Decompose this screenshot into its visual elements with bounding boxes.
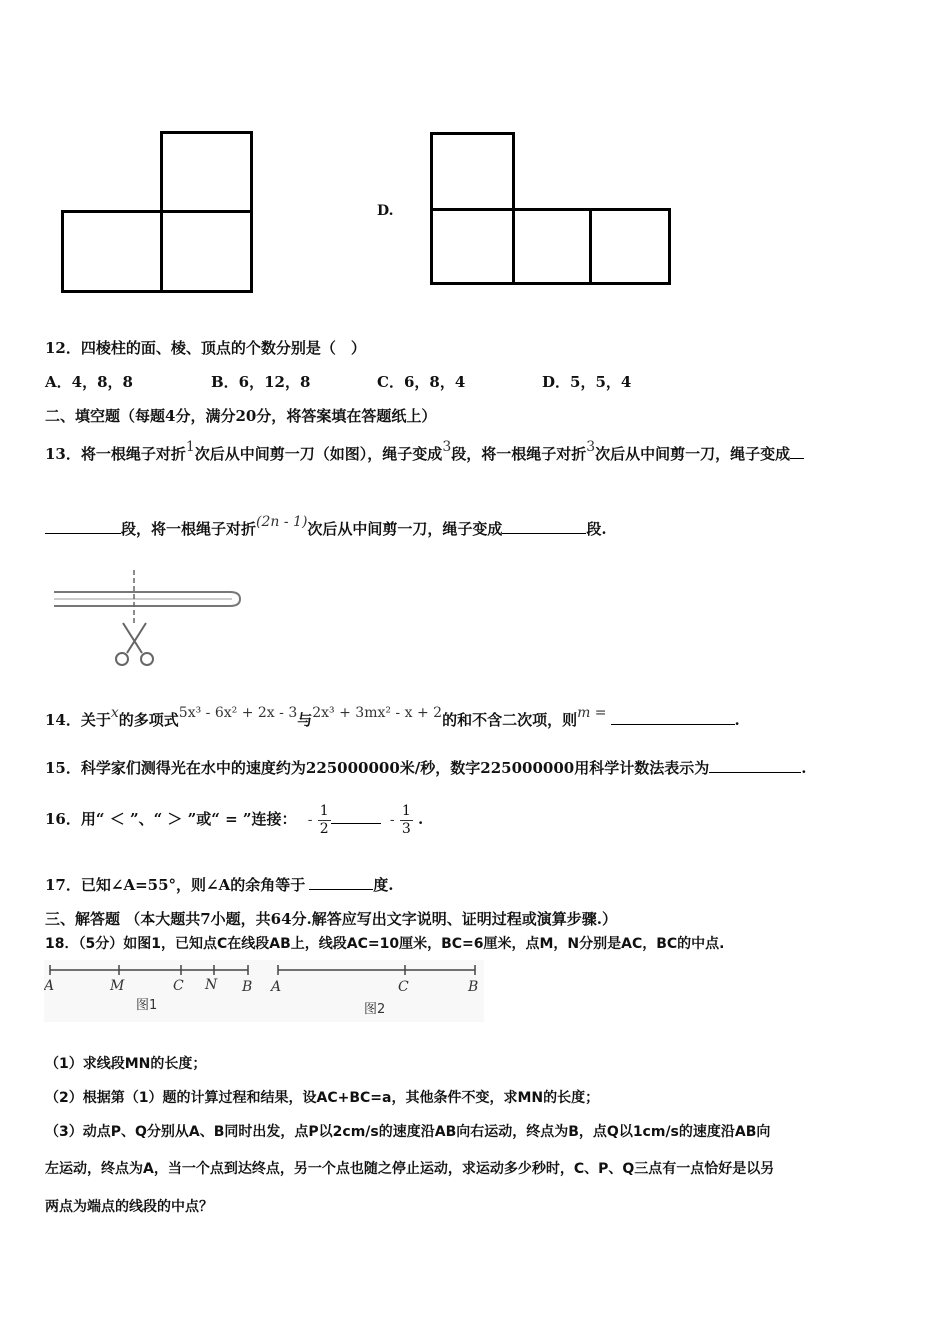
q13-n2: 3 (442, 439, 452, 455)
section-3-heading: 三、解答题 （本大题共7小题，共64分.解答应写出文字说明、证明过程或演算步骤.） (45, 910, 617, 928)
q16-sign-1: - (307, 812, 313, 828)
q13-text: 段. (586, 520, 607, 538)
question-18-sub-1: （1）求线段MN的长度； (45, 1056, 207, 1072)
net-square (589, 208, 671, 285)
figure-2-label-b: B (468, 979, 479, 995)
question-18-stem: 18．（5分）如图1，已知点C在线段AB上，线段AC=10厘米，BC=6厘米，点M，N分别是AC，BC的中点. (45, 936, 725, 952)
q16-text: 16．用“ ＜ ”、“ ＞ ”或“ = ”连接： (45, 810, 297, 828)
q14-var-x: x (110, 705, 119, 721)
fraction-neg-half: $\frac{1}{2}$ (319, 802, 329, 837)
question-12-option-a: A．4，8，8 (45, 373, 133, 391)
q15-text: 15．科学家们测得光在水中的速度约为225000000米/秒，数字225000000用科学计数法表示为 (45, 759, 710, 777)
q17-text: 17．已知∠A=55°，则∠A的余角等于 (45, 876, 306, 894)
net-square (160, 210, 253, 293)
q13-n3: 3 (586, 439, 596, 455)
q13-text: 段，将一根绳子对折 (121, 520, 257, 538)
figure-1-label-c: C (173, 978, 184, 994)
q14-text: 的多项式 (118, 711, 179, 729)
question-18-sub-3-line-3: 两点为端点的线段的中点？ (45, 1199, 213, 1215)
rope-scissors-figure (50, 568, 245, 673)
fraction-neg-third: $\frac{1}{3}$ (401, 802, 411, 837)
answer-blank[interactable] (790, 444, 804, 459)
q13-expr: (2n - 1) (256, 514, 308, 530)
segment-figures (44, 960, 484, 1022)
question-13-line-2 (45, 514, 607, 539)
question-17 (45, 874, 393, 895)
q13-text: 次后从中间剪一刀，绳子变成 (595, 445, 791, 463)
q16-end: . (418, 810, 424, 828)
figure-2-label-a: A (271, 979, 282, 995)
question-16 (45, 795, 423, 843)
section-2-heading: 二、填空题（每题4分，满分20分，将答案填在答题纸上） (45, 407, 437, 425)
question-13-line-1 (45, 439, 804, 464)
option-d-label: D. (377, 203, 394, 219)
question-14 (45, 705, 740, 730)
net-square (430, 208, 515, 285)
q14-text: 14．关于 (45, 711, 111, 729)
scissors-icon (116, 623, 153, 665)
figure-1-label-m: M (110, 978, 125, 994)
q14-poly-2: 2x³ + 3mx² - x + 2 (312, 705, 443, 721)
question-12-option-c: C．6，8，4 (377, 373, 466, 391)
figure-1-label-b: B (242, 979, 253, 995)
net-square (512, 208, 592, 285)
figure-1-label-a: A (44, 978, 55, 994)
q13-text: 次后从中间剪一刀（如图），绳子变成 (194, 445, 443, 463)
answer-blank[interactable] (331, 809, 381, 824)
figure-1-label-n: N (205, 977, 218, 993)
net-square (160, 131, 253, 213)
answer-blank[interactable] (45, 519, 121, 534)
figure-2-label-c: C (398, 979, 409, 995)
question-18-sub-3-line-2: 左运动，终点为A，当一个点到达终点，另一个点也随之停止运动，求运动多少秒时，C、P、Q三点有一点恰好是以另 (45, 1161, 775, 1177)
q13-text: 13．将一根绳子对折 (45, 445, 186, 463)
q13-text: 段，将一根绳子对折 (451, 445, 587, 463)
question-15 (45, 757, 806, 778)
answer-blank[interactable] (502, 519, 586, 534)
q14-text: 的和不含二次项，则 (442, 711, 578, 729)
q14-text: 与 (297, 711, 313, 729)
answer-blank[interactable] (309, 875, 373, 890)
q14-poly-1: 5x³ - 6x² + 2x - 3 (178, 705, 298, 721)
answer-blank[interactable] (709, 758, 801, 773)
question-12-option-d: D．5，5，4 (542, 373, 632, 391)
question-12-stem: 12．四棱柱的面、棱、顶点的个数分别是（ ） (45, 339, 366, 357)
net-square (61, 210, 163, 293)
q13-text: 次后从中间剪一刀，绳子变成 (307, 520, 503, 538)
q14-end: . (734, 711, 740, 729)
answer-blank[interactable] (611, 710, 735, 725)
question-18-sub-2: （2）根据第（1）题的计算过程和结果，设AC+BC=a，其他条件不变，求MN的长度； (45, 1090, 600, 1106)
question-18-sub-3-line-1: （3）动点P、Q分别从A、B同时出发，点P以2cm/s的速度沿AB向右运动，终点为B，点Q以1cm/s的速度沿AB向 (45, 1124, 771, 1140)
q13-n1: 1 (185, 439, 195, 455)
q17-end: 度. (373, 876, 394, 894)
q14-m-eq: m = (577, 705, 607, 721)
figure-1-caption: 图1 (136, 998, 158, 1013)
figure-2-caption: 图2 (364, 1002, 386, 1017)
net-square (430, 132, 515, 212)
q15-end: . (801, 759, 807, 777)
question-12-option-b: B．6，12，8 (211, 373, 311, 391)
q16-sign-2: - (389, 812, 395, 828)
